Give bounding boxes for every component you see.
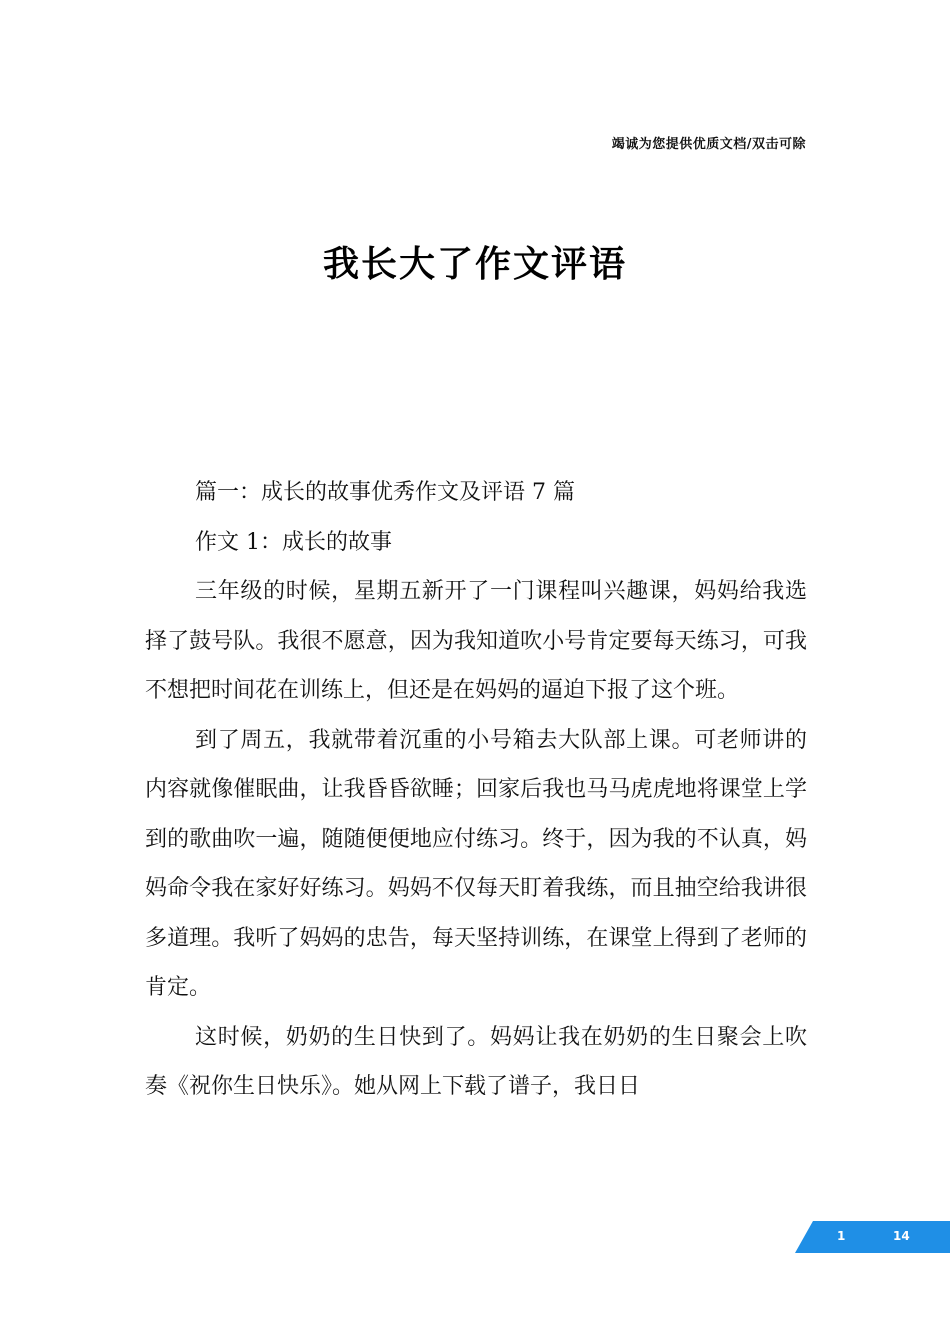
page-total-number: 14 — [893, 1229, 910, 1243]
page-current-number: 1 — [837, 1229, 846, 1243]
essay-heading: 作文 1：成长的故事 — [195, 529, 392, 555]
page-badge-shape — [795, 1221, 950, 1253]
paragraph-1: 三年级的时候，星期五新开了一门课程叫兴趣课，妈妈给我选择了鼓号队。我很不愿意，因为我知道吹小号肯定要每天练习，可我不想把时间花在训练上，但还是在妈妈的逼迫下报了这个班。 — [145, 579, 807, 703]
page-badge-background — [795, 1221, 950, 1253]
document-title: 我长大了作文评语 — [322, 244, 627, 285]
page-number-badge — [795, 1221, 950, 1253]
paragraph-2: 到了周五，我就带着沉重的小号箱去大队部上课。可老师讲的内容就像催眠曲，让我昏昏欲睡；回家后我也马马虎虎地将课堂上学到的歌曲吹一遍，随随便便地应付练习。终于，因为我的不认真，妈妈命令我在家好好练习。妈妈不仅每天盯着我练，而且抽空给我讲很多道理。我听了妈妈的忠告，每天坚持训练，在课堂上得到了老师的肯定。 — [145, 727, 807, 1000]
document-body — [145, 468, 807, 1112]
section-heading: 篇一：成长的故事优秀作文及评语 7 篇 — [195, 480, 575, 505]
header-note: 竭诚为您提供优质文档/双击可除 — [611, 137, 806, 152]
paragraph-3: 这时候，奶奶的生日快到了。妈妈让我在奶奶的生日聚会上吹奏《祝你生日快乐》。她从网上下载了谱子，我日日 — [145, 1024, 807, 1099]
